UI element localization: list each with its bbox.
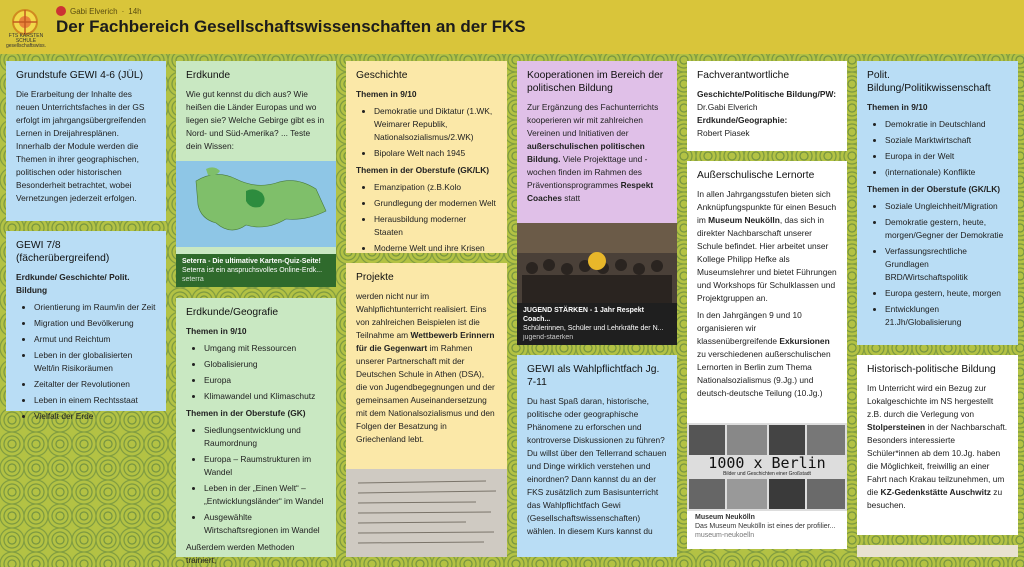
card-title: Kooperationen im Bereich der politischen Bildung: [527, 70, 664, 94]
logo-text: FTS KARSTEN SCHULE gesellschaftswiss.: [5, 33, 46, 49]
card-text: werden nicht nur im Wahlpflichtunterricht realisiert. Eins von zahlreichen Beispielen ist die Teilnahme am Wettbewerb Erinnern für die Gegenwart im Rahmen unserer Partnerschaft mit der Deutschen Schule in Athen (DSA), die von Jugendbegegnungen und der gemeinsamen Auseinandersetzung mit dem Nationalsozialismus und den Folgen der Besatzung in Griechenland lebt.: [356, 291, 495, 444]
list-item: • Leben in einem Rechtsstaat: [34, 394, 156, 407]
card-gewi-78[interactable]: [6, 231, 166, 421]
card-title: Erdkunde: [186, 70, 231, 81]
list-item: • Soziale Ungleichheit/Migration: [885, 200, 1008, 213]
author-avatar[interactable]: [56, 6, 66, 16]
link-source: jugend-staerken: [523, 334, 574, 341]
topic-list: [867, 200, 1008, 329]
image-preview-top[interactable]: [857, 545, 1018, 557]
section-heading: Themen in der Oberstufe (GK/LK): [356, 165, 490, 175]
list-item: • Europa in der Welt: [885, 150, 1008, 163]
page-title: Der Fachbereich Gesellschaftswissenschaften an der FKS: [56, 17, 526, 36]
list-item: • Soziale Marktwirtschaft: [885, 134, 1008, 147]
list-item: • Europa: [204, 374, 326, 387]
list-item: • Migration und Bevölkerung: [34, 317, 156, 330]
card-title: Erdkunde/Geografie: [186, 307, 279, 318]
card-polit-bildung[interactable]: [857, 61, 1018, 345]
list-item: • Demokratie in Deutschland: [885, 118, 1008, 131]
list-item: • Globalisierung: [204, 358, 326, 371]
section-heading: Themen in der Oberstufe (GK/LK): [867, 184, 1001, 194]
link-desc: Seterra ist ein anspruchsvolles Online-Erdk...: [182, 267, 323, 274]
list-item: • Europa gestern, heute, morgen: [885, 287, 1008, 300]
link-desc: Schülerinnen, Schüler und Lehrkräfte der N...: [523, 325, 664, 332]
topic-list: [16, 301, 156, 423]
list-item: • Grundlegung der modernen Welt: [374, 197, 497, 210]
card-text: Zur Ergänzung des Fachunterrichts kooperieren wir mit zahlreichen Vereinen und Initiativen der außerschulischen politischen Bildung. Viele Projekttage und -wochen finden im Rahmen des Präventionsprogrammes Respekt Coaches statt: [527, 102, 659, 203]
card-text: Wie gut kennst du dich aus? Wie heißen die Länder Europas und wo liegen sie? Welche Gebirge gibt es in Nord- und Süd-Amerika? ... Teste dein Wissen:: [186, 89, 325, 151]
card-text: In allen Jahrgangsstufen bieten sich Anknüpfungspunkte für einen Besuch im Museum Neukölln, das sich in direkter Nachbarschaft unserer Schule befindet. Hier arbeitet unser Kollege Philipp Hefke als Museumslehrer und bietet Führungen und Workshops für Schulklassen und Projektgruppen an.: [697, 189, 837, 303]
list-item: • Umgang mit Ressourcen: [204, 342, 326, 355]
museum-image[interactable]: [687, 423, 847, 511]
link-title: JUGEND STÄRKEN - 1 Jahr Respekt Coach...: [523, 307, 644, 323]
role-label: Geschichte/Politische Bildung/PW:: [697, 89, 836, 99]
section-heading: Themen in 9/10: [867, 102, 928, 112]
document-image[interactable]: [346, 469, 507, 557]
list-item: • (internationale) Konflikte: [885, 166, 1008, 179]
card-footer-text: Außerdem werden Methoden trainiert,: [186, 542, 295, 565]
card-erdkunde-geografie[interactable]: [176, 298, 336, 565]
card-title: GEWI 7/8 (fächerübergreifend): [16, 240, 110, 264]
link-preview[interactable]: [517, 303, 677, 345]
list-item: • Orientierung im Raum/in der Zeit: [34, 301, 156, 314]
author-name[interactable]: Gabi Elverich: [70, 6, 118, 16]
person-name: Dr.Gabi Elverich: [697, 102, 758, 112]
link-title: Museum Neukölln: [695, 514, 755, 521]
museum-image-subtitle: Bilder und Geschichten einer Großstadt: [723, 471, 811, 477]
card-title: Polit. Bildung/Politikwissenschaft: [867, 70, 991, 94]
link-source: seterra: [182, 276, 204, 283]
card-title: Historisch-politische Bildung: [867, 364, 996, 375]
card-title: Geschichte: [356, 70, 408, 81]
card-projekte[interactable]: [346, 263, 507, 557]
card-kooperationen[interactable]: [517, 61, 677, 345]
person-name: Robert Piasek: [697, 128, 750, 138]
card-text: Im Unterricht wird ein Bezug zur Lokalgeschichte im NS hergestellt z.B. durch die Verlegung von Stolpersteinen in der Nachbarschaft. Besonders interessierte Schüler*innen ab dem 10.Jg. haben die Möglichkeit, freiwillig an einer Fahrt nach Krakau teilzunehmen, um die KZ-Gedenkstätte Auschwitz zu besuchen.: [867, 383, 1008, 510]
list-item: • Vielfalt der Erde: [34, 410, 156, 423]
topic-list: [356, 181, 497, 255]
list-item: • Zeitalter der Revolutionen: [34, 378, 156, 391]
museum-image-title: 1000 x Berlin: [708, 454, 826, 472]
europe-map-image[interactable]: [176, 161, 336, 247]
topic-list: [186, 424, 326, 537]
card-title: Projekte: [356, 272, 394, 283]
link-preview[interactable]: [695, 513, 835, 540]
list-item: • Leben in der „Einen Welt“ – „Entwicklungsländer“ im Wandel: [204, 482, 326, 508]
link-preview[interactable]: [176, 254, 336, 287]
card-geschichte[interactable]: [346, 61, 507, 253]
list-item: • Leben in der globalisierten Welt/in Risikoräumen: [34, 349, 156, 375]
section-heading: Themen in der Oberstufe (GK): [186, 408, 306, 418]
list-item: • Siedlungsentwicklung und Raumordnung: [204, 424, 326, 450]
card-text: Du hast Spaß daran, historische, politische oder geographische Phänomene zu erforschen und kontroverse Diskussionen zu führen? Du willst über den Tellerrand schauen und Dinge wirklich verstehen und einordnen? Dann kannst du an der FKS zusätzlich zum Basisunterricht das Wahlpflichtfach Gewi (Gesellschaftswissenschaften) wählen. In diesem Kurs kannst du: [527, 396, 667, 536]
link-title: Seterra - Die ultimative Karten-Quiz-Seite!: [182, 258, 321, 265]
section-heading: Themen in 9/10: [186, 326, 247, 336]
card-erdkunde[interactable]: [176, 61, 336, 287]
card-gewi-wahlpflicht[interactable]: [517, 355, 677, 557]
list-item: • Herausbildung moderner Staaten: [374, 213, 497, 239]
card-fachverantwortliche[interactable]: [687, 61, 847, 151]
link-desc: Das Museum Neukölln ist eines der profilier...: [695, 523, 836, 530]
list-item: • Demokratie und Diktatur (1.WK, Weimarer Republik, Nationalsozialismus/2.WK): [374, 105, 497, 144]
card-historisch-politische-bildung[interactable]: [857, 355, 1018, 535]
card-title: GEWI als Wahlpflichtfach Jg. 7-11: [527, 364, 660, 388]
link-source: museum-neukoelln: [695, 532, 755, 539]
group-photo-image[interactable]: [517, 223, 677, 309]
list-item: • Armut und Reichtum: [34, 333, 156, 346]
list-item: • Moderne Welt und ihre Krisen: [374, 242, 497, 255]
card-grundstufe[interactable]: [6, 61, 166, 221]
section-heading: Themen in 9/10: [356, 89, 417, 99]
post-time: 14h: [128, 6, 142, 16]
list-item: • Klimawandel und Klimaschutz: [204, 390, 326, 403]
card-text: Die Erarbeitung der Inhalte des neuen Unterrichtsfaches in der GS erfolgt im jahrgangsübergreifenden Lernen in Dreijahresplänen. Innerhalb der Module werden die Themen in ihrer geographischen, politischen oder historischen Besonderheit betrachtet, wobei Vernetzungen jederzeit erfolgen.: [16, 89, 146, 203]
topic-list: [186, 342, 326, 403]
card-subtitle: Erdkunde/ Geschichte/ Polit. Bildung: [16, 272, 130, 295]
list-item: • Verfassungsrechtliche Grundlagen BRD/Wirtschaftspolitik: [885, 245, 1008, 284]
card-ausserschulische-lernorte[interactable]: [687, 161, 847, 549]
list-item: • Entwicklungen 21.Jh/Globalisierung: [885, 303, 1008, 329]
card-title: Grundstufe GEWI 4-6 (JÜL): [16, 70, 144, 81]
list-item: • Emanzipation (z.B.Kolo: [374, 181, 497, 194]
card-title: Außerschulische Lernorte: [697, 170, 815, 181]
list-item: • Demokratie gestern, heute, morgen/Gegner der Demokratie: [885, 216, 1008, 242]
list-item: • Ausgewählte Wirtschaftsregionen im Wandel: [204, 511, 326, 537]
card-title: Fachverantwortliche: [697, 70, 790, 81]
card-text: In den Jahrgängen 9 und 10 organisieren wir klassenübergreifende Exkursionen zu verschiedenen außerschulischen Lernorten in Berlin zum Thema Nationalsozialismus (9.Jg.) und deutsch-deutsche Teilung (10.Jg.): [697, 310, 831, 398]
topic-list: [356, 105, 497, 160]
padlet-header: [0, 0, 1024, 54]
topic-list: [867, 118, 1008, 179]
author-line: Gabi Elverich · 14h: [56, 6, 142, 16]
role-label: Erdkunde/Geographie:: [697, 115, 788, 125]
list-item: • Europa – Raumstrukturen im Wandel: [204, 453, 326, 479]
list-item: • Bipolare Welt nach 1945: [374, 147, 497, 160]
